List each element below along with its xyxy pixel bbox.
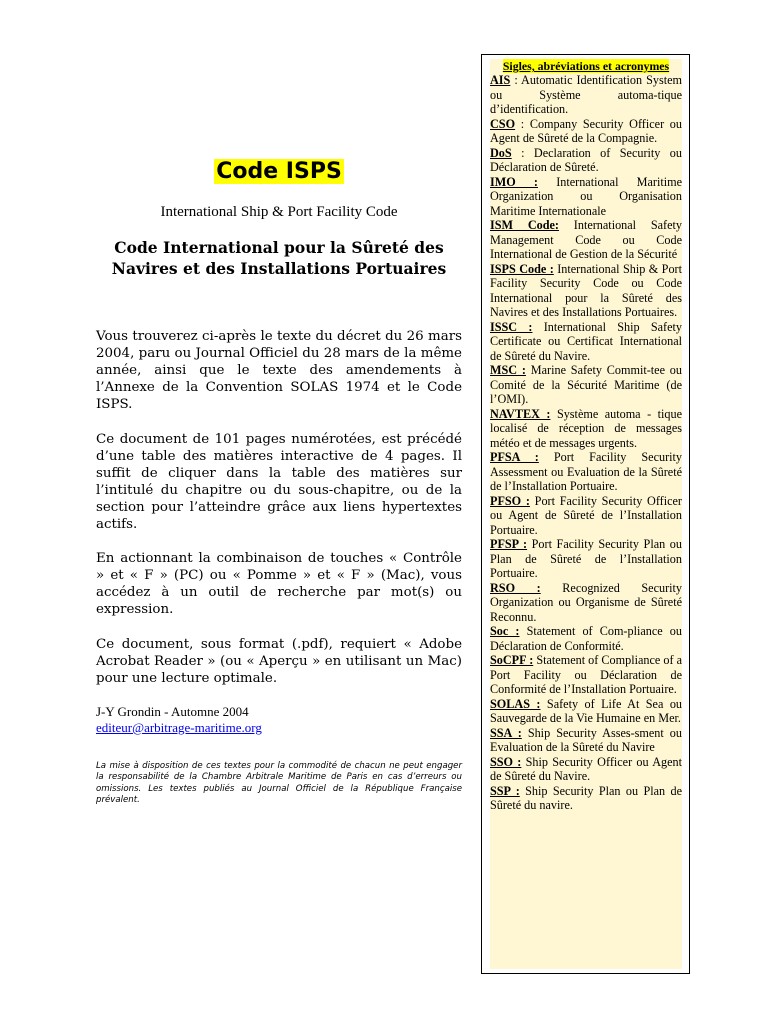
acronym-abbr: AIS — [490, 73, 511, 87]
acronym-entry — [490, 363, 682, 407]
acronyms-title — [490, 59, 682, 73]
acronym-abbr: SSA : — [490, 725, 522, 740]
format-paragraph: Ce document, sous format (.pdf), requiert « Adobe Acrobat Reader » (ou « Aperçu » en utilisant un Mac) pour une lecture optimale. — [96, 637, 462, 686]
acronym-definition: Recognized Security Organization ou Organisme de Sûreté Reconnu. — [490, 580, 682, 624]
acronym-definition: Port Facility Security Plan ou Plan de Sûreté de l’Installation Portuaire. — [490, 537, 682, 580]
acronyms-list — [490, 59, 682, 969]
acronym-entry — [490, 218, 682, 262]
acronym-entry — [490, 450, 682, 494]
acronym-entry — [490, 653, 682, 697]
document-title — [96, 158, 462, 186]
acronym-abbr: IMO : — [490, 174, 538, 189]
document-title-text: Code ISPS — [216, 159, 342, 184]
acronym-definition: Port Facility Security Assessment ou Evaluation de la Sûreté de l’Installation Portuaire. — [490, 450, 683, 493]
acronym-abbr: PFSA : — [490, 450, 539, 464]
signature — [96, 704, 262, 736]
acronym-entry — [490, 726, 682, 755]
signature-author: J-Y Grondin - Automne 2004 — [96, 704, 249, 719]
acronym-definition: Ship Security Asses-sment ou Evaluation de la Sûreté du Navire — [490, 725, 682, 754]
email-link[interactable]: editeur@arbitrage-maritime.org — [96, 720, 262, 735]
acronym-entry — [490, 320, 682, 364]
acronym-entry — [490, 494, 682, 538]
acronyms-title-text: Sigles, abréviations et acronymes — [502, 59, 670, 73]
acronym-entry — [490, 537, 682, 581]
acronym-abbr: CSO — [490, 116, 516, 131]
acronym-entry — [490, 784, 682, 813]
acronym-abbr: PFSP : — [490, 537, 528, 551]
acronym-definition: Company Security Officer ou Agent de Sûreté de la Compagnie. — [490, 116, 682, 145]
acronym-entry — [490, 581, 682, 625]
acronym-entry — [490, 262, 682, 320]
acronym-abbr: PFSO : — [490, 493, 530, 508]
acronym-definition: Statement of Com-pliance ou Déclaration de Conformité. — [490, 624, 682, 653]
acronym-definition: International Maritime Organization ou Organisation Maritime Internationale — [490, 174, 682, 218]
acronym-entry — [490, 175, 682, 219]
acronym-definition: Système automa - tique localisé de réception de messages météo et de messages urgents. — [490, 406, 682, 450]
acronym-definition: Port Facility Security Officer ou Agent de Sûreté de l’Installation Portuaire. — [490, 493, 682, 537]
acronym-entry: CSO : Company Security Officer ou Agent de Sûreté de la Compagnie. — [490, 116, 682, 145]
disclaimer: La mise à disposition de ces textes pour la commodité de chacun ne peut engager la responsabilité de la Chambre Arbitrale Maritime de Paris en cas d’erreurs ou omissions. Les textes publiés au Journal Officiel de la République Française prévalent. — [96, 761, 462, 806]
acronym-definition: Automatic Identification System ou Système automa-tique d’identification. — [490, 73, 682, 116]
acronyms-box — [481, 54, 690, 974]
acronym-entry — [490, 624, 682, 653]
acronym-abbr: ISPS Code : — [490, 261, 554, 276]
acronym-entry — [490, 755, 682, 784]
document-subtitle: International Ship & Port Facility Code — [160, 204, 398, 220]
acronym-definition: Marine Safety Commit-tee ou Comité de la Sécurité Maritime (de l’OMI). — [490, 363, 682, 406]
acronym-definition: Declaration of Security ou Déclaration de Sûreté. — [490, 145, 682, 174]
search-paragraph: En actionnant la combinaison de touches « Contrôle » et « F » (PC) ou « Pomme » et « F » (Mac), vous accédez à un outil de recherche par mot(s) ou expression. — [96, 551, 462, 617]
acronym-entry: AIS : Automatic Identification System ou Système automa-tique d’identification. — [490, 73, 682, 116]
acronym-abbr: ISM Code: — [490, 218, 559, 232]
acronym-abbr: SSO : — [490, 754, 522, 769]
intro-paragraph: Vous trouverez ci-après le texte du décret du 26 mars 2004, paru ou Journal Officiel du 28 mars de la même année, ainsi que le texte des amendements à l’Annexe de la Convention SOLAS 1974 et le Code ISPS. — [96, 329, 462, 412]
acronym-abbr: ISSC : — [490, 319, 533, 334]
acronym-definition: Ship Security Officer ou Agent de Sûreté du Navire. — [490, 754, 682, 783]
acronym-definition: International Safety Management Code ou Code International de Gestion de la Sécurité — [490, 218, 683, 261]
acronym-definition: Statement of Compliance of a Port Facility ou Déclaration de Conformité de l’Installation Portuaire. — [490, 653, 683, 696]
acronym-definition: Safety of Life At Sea ou Sauvegarde de la Vie Humaine en Mer. — [490, 696, 683, 725]
document-heading: Code International pour la Sûreté des Navires et des Installations Portuaires — [111, 238, 447, 278]
acronym-definition: International Ship Safety Certificate ou Certificat International de Sûreté du Navire. — [490, 319, 682, 363]
acronym-abbr: RSO : — [490, 580, 541, 595]
acronym-abbr: Soc : — [490, 624, 520, 638]
acronym-entry — [490, 407, 682, 451]
acronym-abbr: SoCPF : — [490, 653, 534, 667]
acronym-entry: DoS : Declaration of Security ou Déclaration de Sûreté. — [490, 145, 682, 174]
acronym-entry — [490, 697, 682, 726]
acronym-abbr: SOLAS : — [490, 696, 541, 711]
acronym-definition: Ship Security Plan ou Plan de Sûreté du navire. — [490, 783, 682, 812]
acronym-abbr: NAVTEX : — [490, 406, 551, 421]
acronym-abbr: MSC : — [490, 363, 526, 377]
acronym-abbr: DoS — [490, 145, 512, 160]
acronym-abbr: SSP : — [490, 783, 520, 798]
acronym-definition: International Ship & Port Facility Security Code ou Code International pour la Sûreté des Navires et des Installations Portuaires. — [490, 261, 682, 319]
acronym-entries — [490, 73, 682, 813]
contents-paragraph: Ce document de 101 pages numérotées, est précédé d’une table des matières interactive de 4 pages. Il suffit de cliquer dans la table des matières sur l’intitulé du chapitre ou du sous-chapitre, ou de la section pour l’atteindre grâce aux liens hypertextes actifs. — [96, 432, 462, 532]
